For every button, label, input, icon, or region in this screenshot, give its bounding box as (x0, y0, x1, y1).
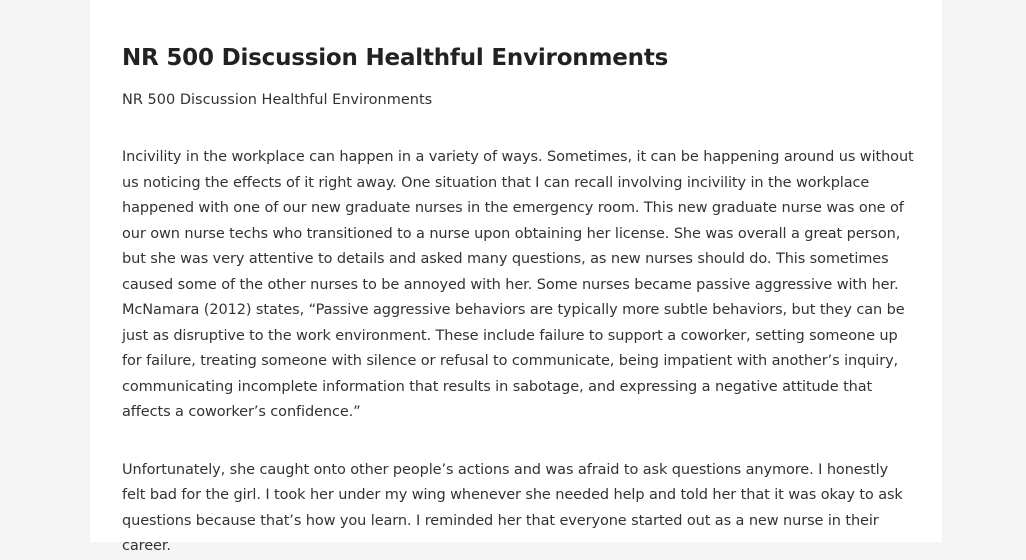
page-title: NR 500 Discussion Healthful Environments (122, 45, 669, 71)
article-paragraph-2: Unfortunately, she caught onto other people’s actions and was afraid to ask questions anymore. I honestly felt bad for the girl. I took her under my wing whenever she needed help and told her that it was okay to ask questions because that’s how you learn. I reminded her that everyone started out as a new nurse in their career. (122, 461, 903, 554)
article-paragraph-1: Incivility in the workplace can happen in a variety of ways. Sometimes, it can be happening around us without us noticing the effects of it right away. One situation that I can recall involving incivility in the workplace happened with one of our new graduate nurses in the emergency room. This new graduate nurse was one of our own nurse techs who transitioned to a nurse upon obtaining her license. She was overall a great person, but she was very attentive to details and asked many questions, as new nurses should do. This sometimes caused some of the other nurses to be annoyed with her. Some nurses became passive aggressive with her. McNamara (2012) states, “Passive aggressive behaviors are typically more subtle behaviors, but they can be just as disruptive to the work environment. These include failure to support a coworker, setting someone up for failure, treating someone with silence or refusal to communicate, being impatient with another’s inquiry, communicating incomplete information that results in sabotage, and expressing a negative attitude that affects a coworker’s confidence.” (122, 149, 914, 420)
article-page (90, 0, 942, 554)
article-content (122, 40, 914, 560)
article-subtitle: NR 500 Discussion Healthful Environments (122, 92, 433, 108)
